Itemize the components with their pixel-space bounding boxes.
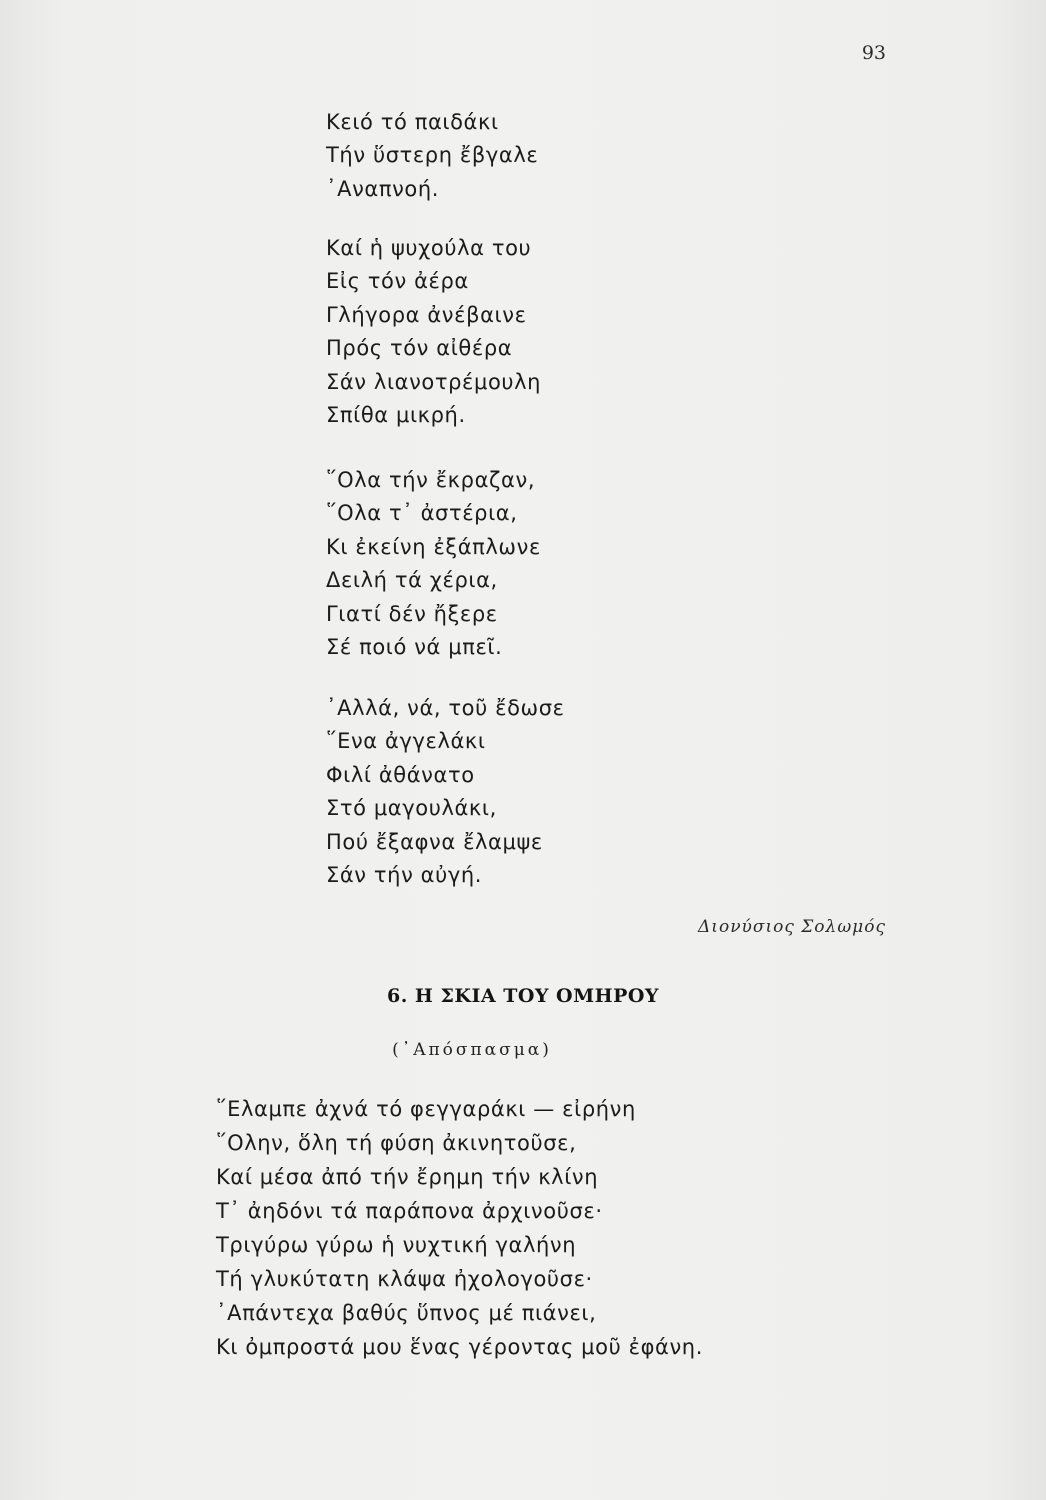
poem-line: Εἰς τόν ἀέρα <box>326 269 469 294</box>
page-number: 93 <box>861 42 886 64</box>
section-title: 6. Η ΣΚΙΑ ΤΟΥ ΟΜΗΡΟΥ <box>386 985 659 1007</box>
poem-line: ῞Ολα τ᾿ ἀστέρια, <box>326 501 518 526</box>
section-poem <box>216 1092 703 1364</box>
poem-line: Καί μέσα ἀπό τήν ἔρημη τήν κλίνη <box>216 1165 599 1189</box>
poem-line: Σάν τήν αὐγή. <box>326 863 483 888</box>
section-subtitle: (᾿Απόσπασμα) <box>392 1040 552 1060</box>
poem-line: Σάν λιανοτρέμουλη <box>326 369 542 394</box>
stanza-1 <box>326 106 538 206</box>
poem-line: Κι ὀμπροστά μου ἕνας γέροντας μοῦ ἐφάνη. <box>216 1335 703 1359</box>
poem-line: ῞Ενα ἀγγελάκι <box>326 729 486 754</box>
stanza-2 <box>326 232 541 432</box>
poem-line: Πού ἔξαφνα ἔλαμψε <box>326 829 543 854</box>
poem-line: Γλήγορα ἀνέβαινε <box>326 302 527 327</box>
poem-line: Σέ ποιό νά μπεῖ. <box>326 635 503 660</box>
poem-line: Σπίθα μικρή. <box>326 403 466 428</box>
poem-line: Καί ἡ ψυχούλα του <box>326 236 532 260</box>
stanza-3 <box>326 464 541 664</box>
poem-line: Τή γλυκύτατη κλάψα ἠχολογοῦσε· <box>216 1267 593 1291</box>
author-signature: Διονύσιος Σολωμός <box>698 917 886 937</box>
poem-line: Κι ἐκείνη ἐξάπλωνε <box>326 534 541 559</box>
poem-line: Γιατί δέν ἤξερε <box>326 601 498 626</box>
poem-line: Τήν ὕστερη ἔβγαλε <box>326 143 539 168</box>
poem-line: ῞Ολα τήν ἔκραζαν, <box>326 468 536 492</box>
poem-line: ῞Ολην, ὅλη τή φύση ἀκινητοῦσε, <box>216 1131 577 1155</box>
poem-line: ᾿Αναπνοή. <box>326 176 440 201</box>
poem-line: ᾿Αλλά, νά, τοῦ ἔδωσε <box>326 696 565 720</box>
poem-line: Στό μαγουλάκι, <box>326 796 497 821</box>
poem-line: Κειό τό παιδάκι <box>326 110 499 134</box>
poem-line: Τριγύρω γύρω ἡ νυχτική γαλήνη <box>216 1233 577 1257</box>
stanza-4 <box>326 692 565 892</box>
poem-line: ῞Ελαμπε ἀχνά τό φεγγαράκι — εἰρήνη <box>216 1097 636 1121</box>
poem-line: Φιλί ἀθάνατο <box>326 762 475 787</box>
poem-line: Πρός τόν αἰθέρα <box>326 336 513 361</box>
poem-line: Τ᾿ ἀηδόνι τά παράπονα ἀρχινοῦσε· <box>216 1199 603 1223</box>
poem-line: ᾿Απάντεχα βαθύς ὕπνος μέ πιάνει, <box>216 1301 597 1325</box>
poem-line: Δειλή τά χέρια, <box>326 568 498 593</box>
